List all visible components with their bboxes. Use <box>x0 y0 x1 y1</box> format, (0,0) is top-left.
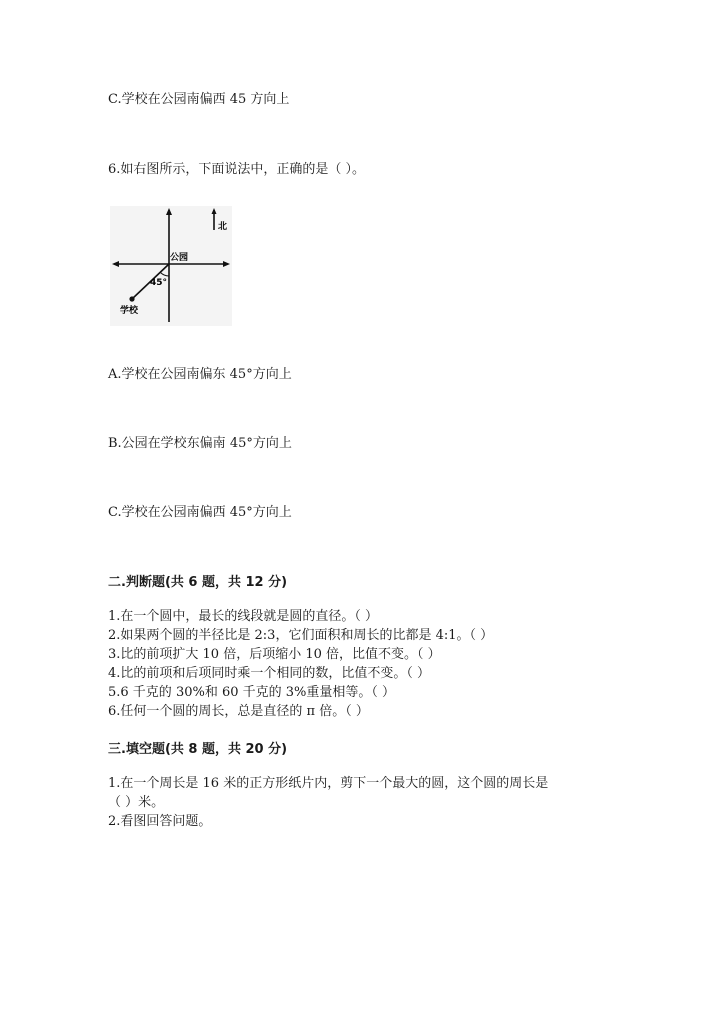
q6-option-a: A.学校在公园南偏东 45°方向上 <box>108 367 292 382</box>
north-label: 北 <box>218 222 228 232</box>
park-label: 公园 <box>170 253 189 263</box>
question-6-stem: 6.如右图所示，下面说法中，正确的是（ ）。 <box>108 162 366 177</box>
q6-option-c: C.学校在公园南偏西 45°方向上 <box>108 505 292 520</box>
fill-q2: 2.看图回答问题。 <box>108 814 212 829</box>
q6-option-b: B.公园在学校东偏南 45°方向上 <box>108 436 292 451</box>
fill-q1-line1: 1.在一个周长是 16 米的正方形纸片内，剪下一个最大的圆，这个圆的周长是 <box>108 776 549 791</box>
school-label: 学校 <box>120 306 139 316</box>
angle-label: 45° <box>150 278 168 288</box>
judgement-item-3: 3.比的前项扩大 10 倍，后项缩小 10 倍，比值不变。（ ） <box>108 647 441 662</box>
judgement-item-2: 2.如果两个圆的半径比是 2:3，它们面积和周长的比都是 4:1。（ ） <box>108 628 494 643</box>
previous-option-c: C.学校在公园南偏西 45 方向上 <box>108 92 290 107</box>
judgement-item-6: 6.任何一个圆的周长，总是直径的 π 倍。（ ） <box>108 704 369 719</box>
judgement-item-1: 1.在一个圆中，最长的线段就是圆的直径。（ ） <box>108 609 379 624</box>
fill-q1-line2: （ ）米。 <box>108 795 165 810</box>
section-2-title: 二.判断题(共 6 题，共 12 分) <box>108 575 288 590</box>
direction-diagram <box>110 206 232 326</box>
judgement-item-5: 5.6 千克的 30%和 60 千克的 3%重量相等。（ ） <box>108 685 396 700</box>
section-3-title: 三.填空题(共 8 题，共 20 分) <box>108 742 288 757</box>
school-point <box>129 296 134 301</box>
judgement-item-4: 4.比的前项和后项同时乘一个相同的数，比值不变。（ ） <box>108 666 431 681</box>
direction-diagram-svg <box>110 206 232 326</box>
